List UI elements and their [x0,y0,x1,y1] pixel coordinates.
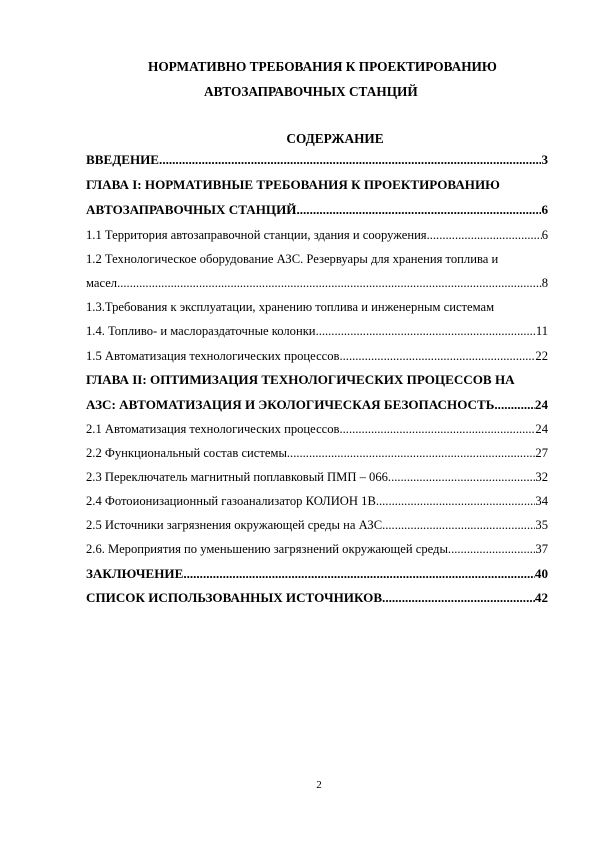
toc-entry-chapter1-line2[interactable] [86,201,548,219]
page-number: 2 [316,779,322,791]
toc-leader-dots [117,274,542,292]
toc-entry-text: СПИСОК ИСПОЛЬЗОВАННЫХ ИСТОЧНИКОВ [86,590,383,605]
toc-entry-text: 2.3 Переключатель магнитный поплавковый ПМП – 066 [86,470,388,484]
toc-leader-dots [183,565,535,583]
toc-leader-dots [448,540,535,558]
toc-entry-page: 3 [541,152,548,167]
toc-entry-2-6[interactable] [86,540,548,558]
toc-leader-dots [159,151,541,169]
toc-entry-text: 1.2 Технологическое оборудование АЗС. Резервуары для хранения топлива и [86,252,499,266]
toc-entry-text: ВВЕДЕНИЕ [86,152,160,167]
toc-entry-2-4[interactable] [86,492,548,510]
toc-entry-page: 8 [541,276,548,290]
toc-entry-text: 2.6. Мероприятия по уменьшению загрязнений окружающей среды [86,542,448,556]
toc-entry-page: 24 [535,422,548,436]
toc-leader-dots [296,201,541,219]
toc-entry-text: АВТОЗАПРАВОЧНЫХ СТАНЦИЙ [86,202,297,217]
toc-leader-dots [340,347,536,365]
toc-entry-text: 2.4 Фотоионизационный газоанализатор КОЛИОН 1В [86,494,376,508]
toc-entry-1-4[interactable] [86,322,548,340]
toc-leader-dots [382,516,535,534]
toc-leader-dots [382,589,535,607]
toc-entry-page: 37 [535,542,548,556]
toc-leader-dots [340,420,536,438]
toc-entry-chapter2-line1[interactable] [86,371,548,389]
toc-entry-page: 6 [541,202,548,217]
toc-entry-1-2-line1[interactable] [86,250,548,268]
toc-entry-page: 35 [535,518,548,532]
toc-entry-page: 32 [535,470,548,484]
toc-leader-dots [316,322,536,340]
document-title-line1: НОРМАТИВНО ТРЕБОВАНИЯ К ПРОЕКТИРОВАНИЮ [148,59,497,74]
toc-entry-1-5[interactable] [86,347,548,365]
toc-entry-page: 6 [541,228,548,242]
toc-entry-1-3[interactable] [86,298,548,316]
toc-entry-2-1[interactable] [86,420,548,438]
toc-entry-1-1[interactable] [86,226,548,244]
toc-leader-dots [287,444,536,462]
toc-entry-page: 34 [535,494,548,508]
toc-entry-page: 11 [535,324,548,338]
toc-entry-text: 1.3.Требования к эксплуатации, хранению топлива и инженерным системам [86,300,495,314]
toc-entry-page: 27 [535,446,548,460]
toc-entry-text: ЗАКЛЮЧЕНИЕ [86,566,184,581]
toc-heading: СОДЕРЖАНИЕ [286,131,384,146]
toc-entry-text: 2.1 Автоматизация технологических процессов [86,422,340,436]
toc-entry-1-2-line2[interactable] [86,274,548,292]
toc-entry-2-3[interactable] [86,468,548,486]
toc-entry-text: 2.5 Источники загрязнения окружающей среды на АЗС [86,518,383,532]
toc-leader-dots [427,226,542,244]
toc-entry-chapter2-line2[interactable] [86,396,548,414]
toc-entry-text: 1.4. Топливо- и маслораздаточные колонки [86,324,316,338]
toc-entry-text: ГЛАВА II: ОПТИМИЗАЦИЯ ТЕХНОЛОГИЧЕСКИХ ПРОЦЕССОВ НА [86,372,515,387]
toc-entry-page: 22 [535,349,548,363]
toc-leader-dots [376,492,536,510]
toc-entry-conclusion[interactable] [86,565,548,583]
toc-entry-page: 24 [534,397,548,412]
toc-entry-introduction[interactable] [86,151,548,169]
toc-entry-references[interactable] [86,589,548,607]
toc-entry-2-2[interactable] [86,444,548,462]
toc-entry-text: 1.5 Автоматизация технологических процессов [86,349,340,363]
document-title-line2: АВТОЗАПРАВОЧНЫХ СТАНЦИЙ [204,84,418,99]
toc-entry-chapter1-line1[interactable] [86,176,548,194]
toc-entry-text: 1.1 Территория автозаправочной станции, здания и сооружения [86,228,427,242]
toc-entry-text: ГЛАВА I: НОРМАТИВНЫЕ ТРЕБОВАНИЯ К ПРОЕКТИРОВАНИЮ [86,177,500,192]
toc-entry-2-5[interactable] [86,516,548,534]
toc-entry-text: АЗС: АВТОМАТИЗАЦИЯ И ЭКОЛОГИЧЕСКАЯ БЕЗОПАСНОСТЬ [86,397,495,412]
toc-entry-page: 40 [534,566,548,581]
toc-entry-text: масел [86,276,118,290]
toc-leader-dots [494,396,535,414]
toc-entry-text: 2.2 Функциональный состав системы [86,446,287,460]
toc-leader-dots [388,468,535,486]
toc-entry-page: 42 [534,590,548,605]
